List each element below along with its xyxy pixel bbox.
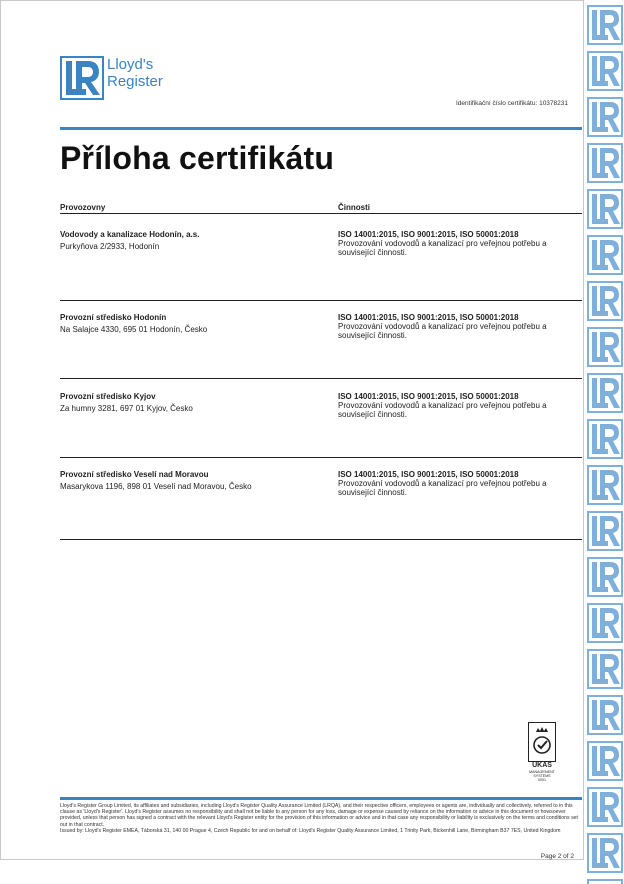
lr-watermark-icon <box>586 50 624 96</box>
disclaimer-text: Lloyd's Register Group Limited, its affiliates and subsidiaries, including Lloyd's Register Quality Assurance Limited (LRQA), and their respective officers, employees or agents are, individually and collectively, referred to in this clause as 'Lloyd's Register'. Lloyd's Register assumes no responsibility and shall not be liable to any person for any loss, damage or expense caused by reliance on the information or advice in this document or howsoever provided, unless that person has signed a contract with the relevant Lloyd's Register entity for the provision of this information or advice and in that case any responsibility or liability is exclusively on the terms and conditions set out in that contract. <box>60 803 578 828</box>
ukas-crown-check-icon <box>528 722 556 762</box>
activity-cell <box>338 313 583 340</box>
lr-watermark-icon <box>586 234 624 280</box>
lr-watermark-icon <box>586 648 624 694</box>
site-cell <box>60 470 290 492</box>
activity-cell <box>338 470 583 497</box>
lr-watermark-icon <box>586 280 624 326</box>
column-header-activities: Činnosti <box>338 203 370 212</box>
row-divider <box>60 539 582 540</box>
standards: ISO 14001:2015, ISO 9001:2015, ISO 50001:2018 <box>338 313 519 322</box>
site-address: Purkyňova 2/2933, Hodonín <box>60 242 160 251</box>
certificate-id: Identifikační číslo certifikátu: 10378231 <box>455 100 568 107</box>
activity-text: Provozování vodovodů a kanalizací pro veřejnou potřebu a související činnosti. <box>338 479 547 497</box>
site-address: Masarykova 1196, 898 01 Veselí nad Moravou, Česko <box>60 482 252 491</box>
site-name: Provozní středisko Kyjov <box>60 392 156 401</box>
activity-text: Provozování vodovodů a kanalizací pro veřejnou potřebu a související činnosti. <box>338 401 547 419</box>
lr-watermark-icon <box>586 188 624 234</box>
ukas-label: UKAS <box>532 762 552 769</box>
lloyds-register-logo <box>60 56 200 112</box>
column-header-rule <box>60 213 582 214</box>
row-divider <box>60 300 582 301</box>
column-header-sites: Provozovny <box>60 203 106 212</box>
standards: ISO 14001:2015, ISO 9001:2015, ISO 50001:2018 <box>338 392 519 401</box>
activity-cell <box>338 392 583 419</box>
standards: ISO 14001:2015, ISO 9001:2015, ISO 50001:2018 <box>338 230 519 239</box>
site-cell <box>60 392 290 414</box>
site-cell <box>60 230 290 252</box>
footer-disclaimer <box>60 803 584 834</box>
lr-watermark-strip <box>586 0 624 884</box>
row-divider <box>60 378 582 379</box>
logo-line-2: Register <box>107 73 163 90</box>
site-address: Na Salajce 4330, 695 01 Hodonín, Česko <box>60 325 208 334</box>
site-name: Provozní středisko Veselí nad Moravou <box>60 470 209 479</box>
lr-watermark-icon <box>586 326 624 372</box>
lr-watermark-icon <box>586 96 624 142</box>
ukas-accreditation-mark <box>524 722 564 782</box>
site-name: Vodovody a kanalizace Hodonín, a.s. <box>60 230 200 239</box>
lr-watermark-icon <box>586 694 624 740</box>
site-cell <box>60 313 290 335</box>
site-address: Za humny 3281, 697 01 Kyjov, Česko <box>60 404 193 413</box>
lr-watermark-icon <box>586 464 624 510</box>
lr-watermark-icon <box>586 786 624 832</box>
site-name: Provozní středisko Hodonín <box>60 313 167 322</box>
lr-watermark-icon <box>586 832 624 878</box>
page-title: Příloha certifikátu <box>60 140 335 176</box>
lr-watermark-icon <box>586 142 624 188</box>
ukas-sub <box>524 770 560 782</box>
lr-logo-icon <box>60 56 104 100</box>
lr-watermark-icon <box>586 418 624 464</box>
lr-watermark-icon <box>586 556 624 602</box>
lr-watermark-icon <box>586 602 624 648</box>
activity-text: Provozování vodovodů a kanalizací pro veřejnou potřebu a související činnosti. <box>338 239 547 257</box>
lr-watermark-icon <box>586 878 624 884</box>
logo-wordmark <box>107 56 163 90</box>
standards: ISO 14001:2015, ISO 9001:2015, ISO 50001:2018 <box>338 470 519 479</box>
activity-cell <box>338 230 583 257</box>
ukas-number: 0001 <box>538 778 546 782</box>
logo-line-1: Lloyd's <box>107 56 154 73</box>
header-rule <box>60 127 582 130</box>
lr-watermark-icon <box>586 372 624 418</box>
lr-watermark-icon <box>586 510 624 556</box>
issued-by-text: Issued by: Lloyd's Register EMEA, Táborská 31, 140 00 Prague 4, Czech Republic for and on behalf of: Lloyd's Register Quality Assurance Limited, 1 Trinity Park, Bickenhill Lane, Birmingham B37 7ES, United Kingdom <box>60 827 561 834</box>
activity-text: Provozování vodovodů a kanalizací pro veřejnou potřebu a související činnosti. <box>338 322 547 340</box>
lr-watermark-icon <box>586 4 624 50</box>
ukas-sub-text: MANAGEMENT SYSTEMS <box>529 770 555 778</box>
lr-watermark-icon <box>586 740 624 786</box>
footer-rule <box>60 797 582 800</box>
row-divider <box>60 457 582 458</box>
page-number: Page 2 of 2 <box>540 853 574 860</box>
